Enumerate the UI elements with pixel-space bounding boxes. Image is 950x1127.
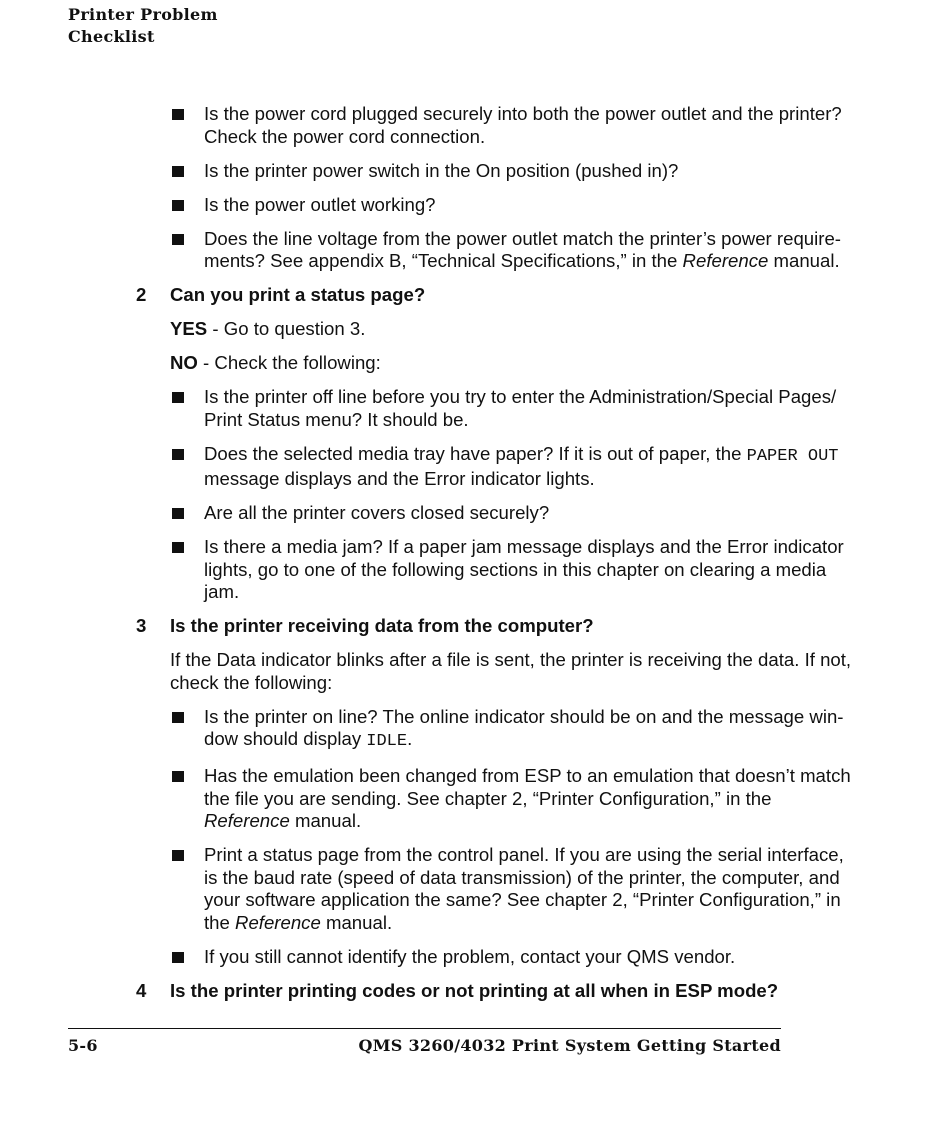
square-bullet-icon	[172, 234, 184, 245]
question-heading	[136, 615, 852, 638]
square-bullet-icon	[172, 850, 184, 861]
footer-title: QMS 3260/4032 Print System Getting Started	[358, 1036, 781, 1055]
text-run: Has the emulation been changed from ESP to an emulation that doesn’t match the file you are sending. See chapter 2, “Printer Configuration,” in the	[204, 765, 851, 809]
list-item	[136, 160, 852, 183]
yes-text: - Go to question 3.	[207, 318, 366, 339]
question-heading	[136, 980, 852, 1003]
text-run: .	[407, 728, 413, 749]
list-item-text: If you still cannot identify the problem, contact your QMS vendor.	[204, 945, 736, 967]
display-message: PAPER OUT	[746, 446, 839, 466]
list-item-text	[204, 706, 843, 750]
no-label: NO	[170, 352, 198, 373]
question-title: Is the printer printing codes or not printing at all when in ESP mode?	[170, 979, 779, 1001]
list-item	[136, 386, 852, 431]
list-item	[136, 765, 852, 833]
square-bullet-icon	[172, 771, 184, 782]
no-text: - Check the following:	[197, 352, 381, 373]
text-run: manual.	[320, 911, 393, 933]
list-item-text	[204, 228, 841, 272]
running-head	[68, 4, 218, 48]
square-bullet-icon	[172, 542, 184, 553]
square-bullet-icon	[172, 952, 184, 963]
square-bullet-icon	[172, 712, 184, 723]
text-run: manual.	[289, 810, 362, 831]
yes-answer	[136, 318, 852, 341]
list-item	[136, 443, 852, 491]
question-number: 3	[136, 615, 147, 636]
yes-label: YES	[170, 318, 208, 339]
footer-rule	[68, 1028, 781, 1029]
display-message: IDLE	[366, 732, 408, 751]
manual-title: Reference	[235, 911, 321, 933]
list-item-text: Are all the printer covers closed securely?	[204, 502, 550, 523]
list-item-text: Is the printer off line before you try to enter the Administration/Special Pages/ Print Status menu? It should be.	[204, 386, 837, 430]
square-bullet-icon	[172, 166, 184, 177]
square-bullet-icon	[172, 392, 184, 403]
page-content	[136, 103, 852, 1014]
page-number: 5-6	[68, 1036, 98, 1055]
list-item	[136, 536, 852, 604]
list-item	[136, 502, 852, 525]
manual-title: Reference	[682, 250, 769, 271]
question-title: Can you print a status page?	[170, 284, 426, 305]
question-heading	[136, 284, 852, 307]
square-bullet-icon	[172, 449, 184, 460]
list-item	[136, 194, 852, 217]
list-item	[136, 228, 852, 273]
text-run: Print a status page from the control panel. If you are using the serial interface, is the baud rate (speed of data transmission) of the printer, the computer, and your software application the same? See chapter 2, “Printer Configuration,” in the	[204, 844, 844, 933]
running-head-line2: Checklist	[68, 27, 155, 46]
list-item-text: Is the printer power switch in the On position (pushed in)?	[204, 159, 679, 181]
list-item	[136, 103, 852, 148]
list-item-text: Is the power outlet working?	[204, 193, 436, 215]
list-item	[136, 844, 852, 934]
manual-title: Reference	[204, 810, 290, 831]
text-run: Does the line voltage from the power outlet match the printer’s power require-ments? See appendix B, “Technical Specifications,” in the	[204, 227, 841, 271]
list-item-text: Is there a media jam? If a paper jam message displays and the Error indicator lights, go to one of the following sections in this chapter on clearing a media jam.	[204, 536, 844, 602]
no-answer	[136, 352, 852, 375]
list-item	[136, 946, 852, 969]
question-intro: If the Data indicator blinks after a file is sent, the printer is receiving the data. If not, check the following:	[170, 649, 852, 693]
list-item-text	[204, 765, 851, 831]
list-item-text	[204, 844, 844, 933]
list-item-text: Is the power cord plugged securely into both the power outlet and the printer? Check the power cord connection.	[204, 103, 842, 147]
text-run: manual.	[768, 250, 840, 271]
square-bullet-icon	[172, 200, 184, 211]
list-item	[136, 706, 852, 754]
question-number: 2	[136, 284, 147, 305]
square-bullet-icon	[172, 109, 184, 120]
text-run: message displays and the Error indicator lights.	[204, 468, 595, 489]
question-title: Is the printer receiving data from the computer?	[170, 615, 594, 636]
running-head-line1: Printer Problem	[68, 5, 218, 24]
text-run: Is the printer on line? The online indicator should be on and the message win-dow should display	[204, 705, 844, 749]
text-run: Does the selected media tray have paper? If it is out of paper, the	[204, 442, 747, 464]
list-item-text	[204, 443, 838, 490]
question-number: 4	[136, 979, 147, 1001]
square-bullet-icon	[172, 508, 184, 519]
